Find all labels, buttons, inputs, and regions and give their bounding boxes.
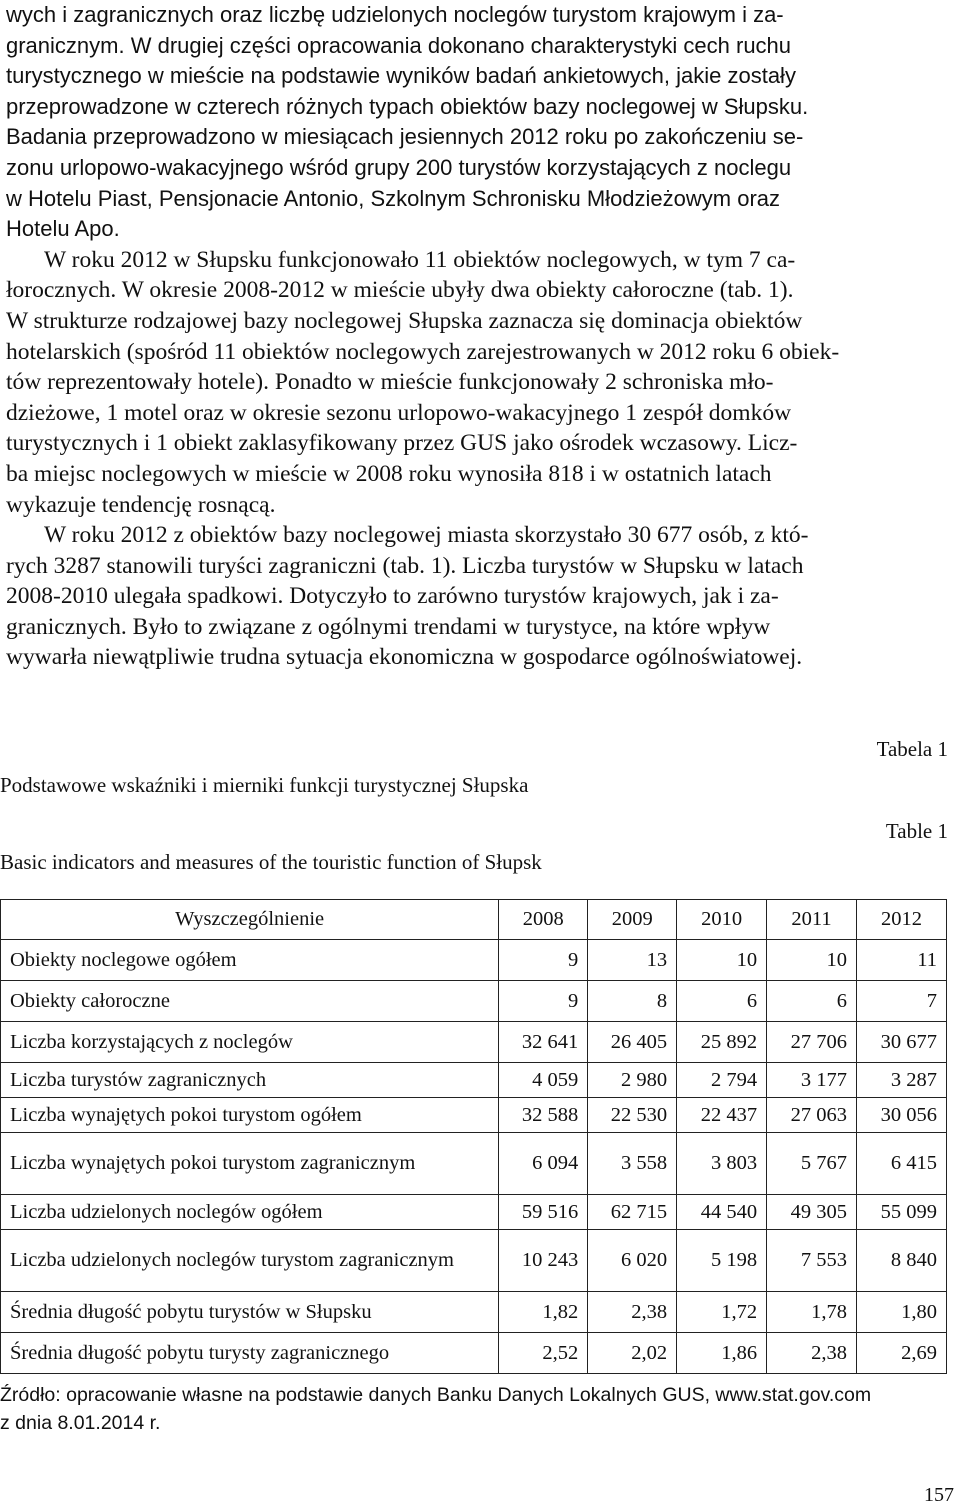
text-line: W roku 2012 z obiektów bazy noclegowej miasta skorzystało 30 677 osób, z któ- <box>44 522 809 549</box>
row-label: Liczba udzielonych noclegów turystom zagranicznym <box>1 1230 499 1292</box>
text-line: tów reprezentowały hotele). Ponadto w mieście funkcjonowały 2 schroniska mło- <box>6 369 774 396</box>
value-cell: 30 056 <box>857 1098 947 1133</box>
text-line: Badania przeprowadzono w miesiącach jesiennych 2012 roku po zakończeniu se- <box>6 124 804 150</box>
value-cell: 2,38 <box>588 1292 677 1333</box>
row-label: Obiekty noclegowe ogółem <box>1 940 499 981</box>
row-label: Liczba wynajętych pokoi turystom zagranicznym <box>1 1133 499 1195</box>
value-cell: 27 063 <box>767 1098 857 1133</box>
row-label: Liczba korzystających z noclegów <box>1 1022 499 1063</box>
value-cell: 1,78 <box>767 1292 857 1333</box>
paragraph-2 <box>6 245 954 520</box>
value-cell: 5 767 <box>767 1133 857 1195</box>
table-row <box>1 1230 947 1292</box>
text-line: zonu urlopowo-wakacyjnego wśród grupy 200 turystów korzystających z noclegu <box>6 154 792 180</box>
value-cell: 3 287 <box>857 1063 947 1098</box>
header-cell: 2012 <box>857 900 947 940</box>
text-line: granicznych. Było to związane z ogólnymi trendami w turystyce, na które wpływ <box>6 613 771 640</box>
table-label-pl: Tabela 1 <box>876 737 948 761</box>
value-cell: 10 <box>677 940 767 981</box>
text-line: turystycznego w mieście na podstawie wyników badań ankietowych, jakie zostały <box>6 63 796 89</box>
value-cell: 49 305 <box>767 1195 857 1230</box>
table-title-pl: Podstawowe wskaźniki i mierniki funkcji turystycznej Słupska <box>0 773 529 797</box>
row-label: Liczba udzielonych noclegów ogółem <box>1 1195 499 1230</box>
row-label: Liczba turystów zagranicznych <box>1 1063 499 1098</box>
source-line-1: Źródło: opracowanie własne na podstawie danych Banku Danych Lokalnych GUS, www.stat.gov.com <box>0 1384 872 1406</box>
value-cell: 11 <box>857 940 947 981</box>
value-cell: 1,82 <box>499 1292 588 1333</box>
table-row <box>1 1022 947 1063</box>
table-row <box>1 940 947 981</box>
value-cell: 2,69 <box>857 1333 947 1374</box>
table-title-en: Basic indicators and measures of the touristic function of Słupsk <box>0 850 542 874</box>
value-cell: 3 177 <box>767 1063 857 1098</box>
value-cell: 32 588 <box>499 1098 588 1133</box>
value-cell: 2,02 <box>588 1333 677 1374</box>
text-line: wych i zagranicznych oraz liczbę udzielonych noclegów turystom krajowym i za- <box>6 2 784 27</box>
source-line-2: z dnia 8.01.2014 r. <box>0 1412 161 1434</box>
text-line: hotelarskich (spośród 11 obiektów noclegowych zarejestrowanych w 2012 roku 6 obiek- <box>6 338 840 365</box>
text-line: turystycznych i 1 obiekt zaklasyfikowany przez GUS jako ośrodek wczasowy. Licz- <box>6 430 798 457</box>
row-label: Obiekty całoroczne <box>1 981 499 1022</box>
row-label: Średnia długość pobytu turystów w Słupsku <box>1 1292 499 1333</box>
value-cell: 1,80 <box>857 1292 947 1333</box>
value-cell: 3 803 <box>677 1133 767 1195</box>
value-cell: 7 553 <box>767 1230 857 1292</box>
text-line: granicznym. W drugiej części opracowania dokonano charakterystyki cech ruchu <box>6 32 792 58</box>
source-note <box>0 1381 948 1437</box>
value-cell: 62 715 <box>588 1195 677 1230</box>
text-line: dzieżowe, 1 motel oraz w okresie sezonu urlopowo-wakacyjnego 1 zespół domków <box>6 399 792 426</box>
text-line: W strukturze rodzajowej bazy noclegowej Słupska zaznacza się dominacja obiektów <box>6 307 803 334</box>
value-cell: 9 <box>499 981 588 1022</box>
value-cell: 10 <box>767 940 857 981</box>
table-label-en: Table 1 <box>885 819 948 843</box>
data-table <box>0 899 947 1374</box>
header-cell: Wyszczególnienie <box>1 900 499 940</box>
body-text <box>6 0 954 673</box>
value-cell: 6 415 <box>857 1133 947 1195</box>
value-cell: 25 892 <box>677 1022 767 1063</box>
value-cell: 30 677 <box>857 1022 947 1063</box>
value-cell: 59 516 <box>499 1195 588 1230</box>
value-cell: 7 <box>857 981 947 1022</box>
table-header-row <box>1 900 947 940</box>
value-cell: 1,86 <box>677 1333 767 1374</box>
table-row <box>1 1195 947 1230</box>
table-row <box>1 981 947 1022</box>
table-body <box>1 940 947 1374</box>
paragraph-1 <box>6 0 954 245</box>
value-cell: 3 558 <box>588 1133 677 1195</box>
value-cell: 2,38 <box>767 1333 857 1374</box>
document-page <box>6 0 954 673</box>
value-cell: 8 840 <box>857 1230 947 1292</box>
text-line: ba miejsc noclegowych w mieście w 2008 roku wynosiła 818 i w ostatnich latach <box>6 460 772 487</box>
table-row <box>1 1292 947 1333</box>
row-label: Średnia długość pobytu turysty zagranicznego <box>1 1333 499 1374</box>
value-cell: 32 641 <box>499 1022 588 1063</box>
value-cell: 1,72 <box>677 1292 767 1333</box>
value-cell: 13 <box>588 940 677 981</box>
value-cell: 5 198 <box>677 1230 767 1292</box>
paragraph-3 <box>6 520 954 673</box>
header-cell: 2011 <box>767 900 857 940</box>
value-cell: 2 980 <box>588 1063 677 1098</box>
text-line: W roku 2012 w Słupsku funkcjonowało 11 obiektów noclegowych, w tym 7 ca- <box>44 246 796 273</box>
header-cell: 2010 <box>677 900 767 940</box>
value-cell: 2,52 <box>499 1333 588 1374</box>
table-row <box>1 1333 947 1374</box>
text-line: wywarła niewątpliwie trudna sytuacja ekonomiczna w gospodarce ogólnoświatowej. <box>6 644 803 671</box>
value-cell: 22 530 <box>588 1098 677 1133</box>
table-row <box>1 1063 947 1098</box>
text-line: wykazuje tendencję rosnącą. <box>6 491 276 518</box>
value-cell: 44 540 <box>677 1195 767 1230</box>
value-cell: 4 059 <box>499 1063 588 1098</box>
value-cell: 27 706 <box>767 1022 857 1063</box>
text-line: 2008-2010 ulegała spadkowi. Dotyczyło to zarówno turystów krajowych, jak i za- <box>6 583 779 610</box>
text-line: przeprowadzone w czterech różnych typach obiektów bazy noclegowej w Słupsku. <box>6 93 809 119</box>
table-row <box>1 1098 947 1133</box>
value-cell: 22 437 <box>677 1098 767 1133</box>
row-label: Liczba wynajętych pokoi turystom ogółem <box>1 1098 499 1133</box>
text-line: w Hotelu Piast, Pensjonacie Antonio, Szkolnym Schronisku Młodzieżowym oraz <box>6 185 781 211</box>
value-cell: 8 <box>588 981 677 1022</box>
value-cell: 55 099 <box>857 1195 947 1230</box>
table-row <box>1 1133 947 1195</box>
value-cell: 6 020 <box>588 1230 677 1292</box>
value-cell: 2 794 <box>677 1063 767 1098</box>
value-cell: 6 094 <box>499 1133 588 1195</box>
text-line: łorocznych. W okresie 2008-2012 w mieście ubyły dwa obiekty całoroczne (tab. 1). <box>6 277 794 304</box>
value-cell: 9 <box>499 940 588 981</box>
header-cell: 2009 <box>588 900 677 940</box>
table-section <box>0 736 948 1364</box>
value-cell: 6 <box>767 981 857 1022</box>
value-cell: 10 243 <box>499 1230 588 1292</box>
header-cell: 2008 <box>499 900 588 940</box>
value-cell: 26 405 <box>588 1022 677 1063</box>
text-line: rych 3287 stanowili turyści zagraniczni (tab. 1). Liczba turystów w Słupsku w latach <box>6 552 804 579</box>
value-cell: 6 <box>677 981 767 1022</box>
text-line: Hotelu Apo. <box>6 216 120 242</box>
page-number: 157 <box>924 1484 954 1506</box>
